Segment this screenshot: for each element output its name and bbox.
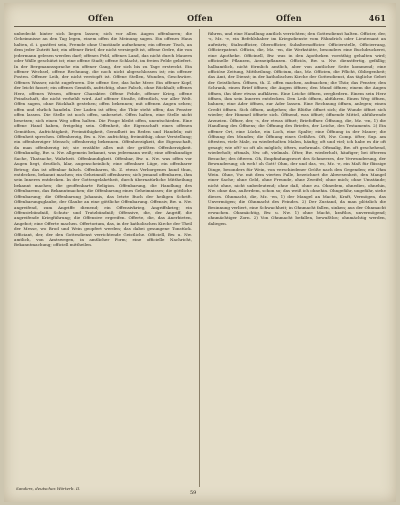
page-number: 461 [368, 13, 386, 23]
right-headword: Offen [276, 13, 302, 23]
left-headword: Offen [88, 13, 114, 23]
dictionary-page [4, 3, 396, 502]
center-headword: Offen [187, 13, 213, 23]
right-column-text: führen, und eine Handlung amtlich verrichten; den Gottesdienst halten. Officier, der, -s, Mz. -e, ein Befehlshaber im Kriegsdienste vom Fähndrich oder Lieutenant an aufwärts; Stabsofficier, Oberofficier, Subalternofficier. Officierstelle, Officierrang, Officierpatent. Officin, die, Mz. -en, die Werkstätte, besonders eine Buchdruckerei, eine Apotheke. Officinell, Bw. was in den Apotheken vorräthig gehalten wird; officinelle Pflanzen, Arzneipflanzen. Officiös, Bw. u. Nw. dienstfertig, gefällig; halbamtlich, nicht förmlich amtlich, aber von amtlicher Seite kommend; eine officiöse Zeitung, Mittheilung. Officium, das, Mz. Officien, die Pflicht, Obliegenheit; das Amt, der Dienst; in der katholischen Kirche der Gottesdienst, das tägliche Gebet der Geistlichen. Öffnen, th. Z. offen machen, aufmachen; die Thür, das Fenster, den Schrank, einen Brief öffnen; die Augen öffnen; den Mund öffnen; einem die Augen öffnen, ihn über etwas aufklären. Eine Leiche öffnen, zergliedern. Einem sein Herz öffnen, ihm sein Inneres entdecken. Den Leib öffnen, abführen. Einen Weg öffnen, bahnen; eine Ader öffnen, zur Ader lassen. Eine Rechnung öffnen, anlegen; einen Credit öffnen. Sich öffnen, aufgehen; die Blüthe öffnet sich; die Wunde öffnet sich wieder; der Himmel öffnete sich. Öffnend, was öffnet; öffnende Mittel, abführende Arzneien. Öffner, der, -s, der etwas öffnet; Briefoffner. Öffnung, die, Mz. -en, 1) die Handlung des Öffnens; die Öffnung des Briefes, der Leiche, des Testaments. 2) Ein offener Ort, eine Lücke, ein Loch, eine Spalte; eine Öffnung in der Mauer; die Öffnung des Mundes; die Öffnung eines Gefäßes. Oft, Nw. Comp. öfter, Sup. am öftesten, viele Male, zu wiederholten Malen, häufig; oft und viel; ich habe es dir oft gesagt; wie oft? so oft als möglich; öfters, mehrmals. Oftmalig, Bw. oft geschehend, wiederholt; oftmals, Nw. oft, vielmals. Öfter, Bw. wiederholt, häufiger; bei öfterem Besuche; des öfteren. Oh, Empfindungswort des Schmerzes, der Verwunderung, der Bewunderung; oh weh! oh Gott! Ohm, der und das, -es, Mz. -e, ein Maß für flüssige Dinge, besonders für Wein, von verschiedener Größe nach den Gegenden; ein Ohm Wein. Ohne, Vw. mit dem vierten Falle, bezeichnet die Abwesenheit, den Mangel einer Sache; ohne Geld, ohne Freunde, ohne Zweifel; ohne mich; ohne Umstände; nicht ohne, nicht unbedeutend; ohne daß, ohne zu. Ohnedem, ohnedies, ohnehin, Nw. ohne das, außerdem, schon so; das weiß ich ohnehin. Ohngefähr, ungefähr, siehe dieses. Ohnmacht, die, Mz. -en, 1) der Mangel an Macht, Kraft, Vermögen, das Unvermögen; die Ohnmacht des Feindes. 2) Der Zustand, da man plötzlich die Besinnung verliert, eine Schwachheit; in Ohnmacht fallen, sinken; aus der Ohnmacht erwachen. Ohnmächtig, Bw. u. Nw. 1) ohne Macht, kraftlos, unvermögend; ohnmächtiger Zorn. 2) Von Ohnmacht befallen, bewußtlos; ohnmächtig werden, daliegen. [208, 31, 386, 226]
header-rule [14, 26, 386, 27]
column-divider [199, 29, 200, 487]
page-header [14, 13, 386, 27]
left-column-text: unbedeckt hinter sich liegen lassen; sich vor allen Augen offenbaren; die Geheimnisse an den Tag legen, einem offen die Meinung sagen. Ein offenes Haus halten, d. i. gastfrei sein, Fremde ohne Umstände aufnehmen; ein offener Tisch, an dem jeder Zutritt hat; ein offener Brief, der nicht versiegelt ist, offene Ordre, die von jedermann gelesen werden darf; offenes Feld, offenes Land, das nicht durch Mauern oder Wälle geschützt ist; eine offene Stadt; offene Schlacht, im freien Felde geliefert. In der Bergmannssprache ein offener Gang, der sich bis zu Tage erstreckt. Ein offener Wechsel, offene Rechnung, die noch nicht abgeschlossen ist; ein offener Posten. Offener Leib, der nicht verstopft ist. Offene Stellen, Wunden, Geschwüre. Offenes Wasser, nicht zugefroren. Die offene See, das hohe Meer. Ein offener Kopf, der leicht fasset; ein offenes Gemüth, aufrichtig, ohne Falsch, ohne Rückhalt; offenes Herz, offenes Wesen, offener Charakter. Offene Fehde, offener Krieg, offene Feindschaft, die nicht verhehlt wird. Auf offener Straße, öffentlich, vor aller Welt. Offen sagen, ohne Rückhalt gestehen; offen bekennen; mit offenen Augen sehen; offen und ehrlich handeln. Der Laden ist offen; die Thür steht offen; das Fenster offen lassen. Die Stelle ist noch offen, unbesetzt. Offen halten, eine Stelle nicht besetzen; sich einen Weg offen halten. Die Frage bleibt offen, unentschieden. Eine offene Hand haben, freigebig sein. Offenheit, die Eigenschaft eines offenen Gemüthes, Aufrichtigkeit, Freimüthigkeit, Geradheit im Reden und Handeln; mit Offenheit sprechen. Offenherzig, Bw. u. Nw. aufrichtig, freimüthig, ohne Verstellung; ein offenherziger Mensch; offenherzig bekennen. Offenherzigkeit, die Eigenschaft, da man offenherzig ist; sie erzählte alles mit der größten Offenherzigkeit. Offenkundig, Bw. u. Nw. allgemein bekannt, was jedermann weiß; eine offenkundige Sache, Thatsache, Wahrheit. Offenkundigkeit. Offenbar, Bw. u. Nw. was offen vor Augen liegt, deutlich, klar, augenscheinlich; eine offenbare Lüge, ein offenbarer Betrug; das ist offenbar falsch. Offenbaren, th. Z. etwas Verborgenes kund thun, entdecken, bekannt machen; ein Geheimniß offenbaren; sich jemand offenbaren, ihm sein Inneres entdecken. In der Gottesgelahrtheit, durch übernatürliche Mittheilung bekannt machen; die geoffenbarte Religion. Offenbarung, die Handlung des Offenbarens, das Bekanntmachen; die Offenbarung eines Geheimnisses; die göttliche Offenbarung; die Offenbarung Johannis, das letzte Buch der heiligen Schrift. Offenbarungsglaube, der Glaube an eine göttliche Offenbarung. Offensiv, Bw. u. Nw. angreifend, zum Angriffe dienend; ein Offensivkrieg, Angriffskrieg; ein Offensivbündniß, Schutz- und Trutzbündniß; Offensive, die, der Angriff, die angreifende Kriegführung; die Offensive ergreifen. Offerte, die, das Anerbieten, Angebot; eine Offerte machen. Offertorium, das, in der katholischen Kirche der Theil der Messe, wo Brod und Wein geopfert werden; das dabei gesungene Tonstück. Officiant, der, der den Gottesdienst verrichtende Geistliche. Officiell, Bw. u. Nw. amtlich, von Amtswegen, in amtlicher Form; eine officielle Nachricht, Bekanntmachung; officiell mittheilen. [14, 31, 192, 248]
signature-mark: 59 [190, 490, 197, 496]
footer-note: Sanders, deutsches Wörterb. II. [16, 486, 81, 491]
